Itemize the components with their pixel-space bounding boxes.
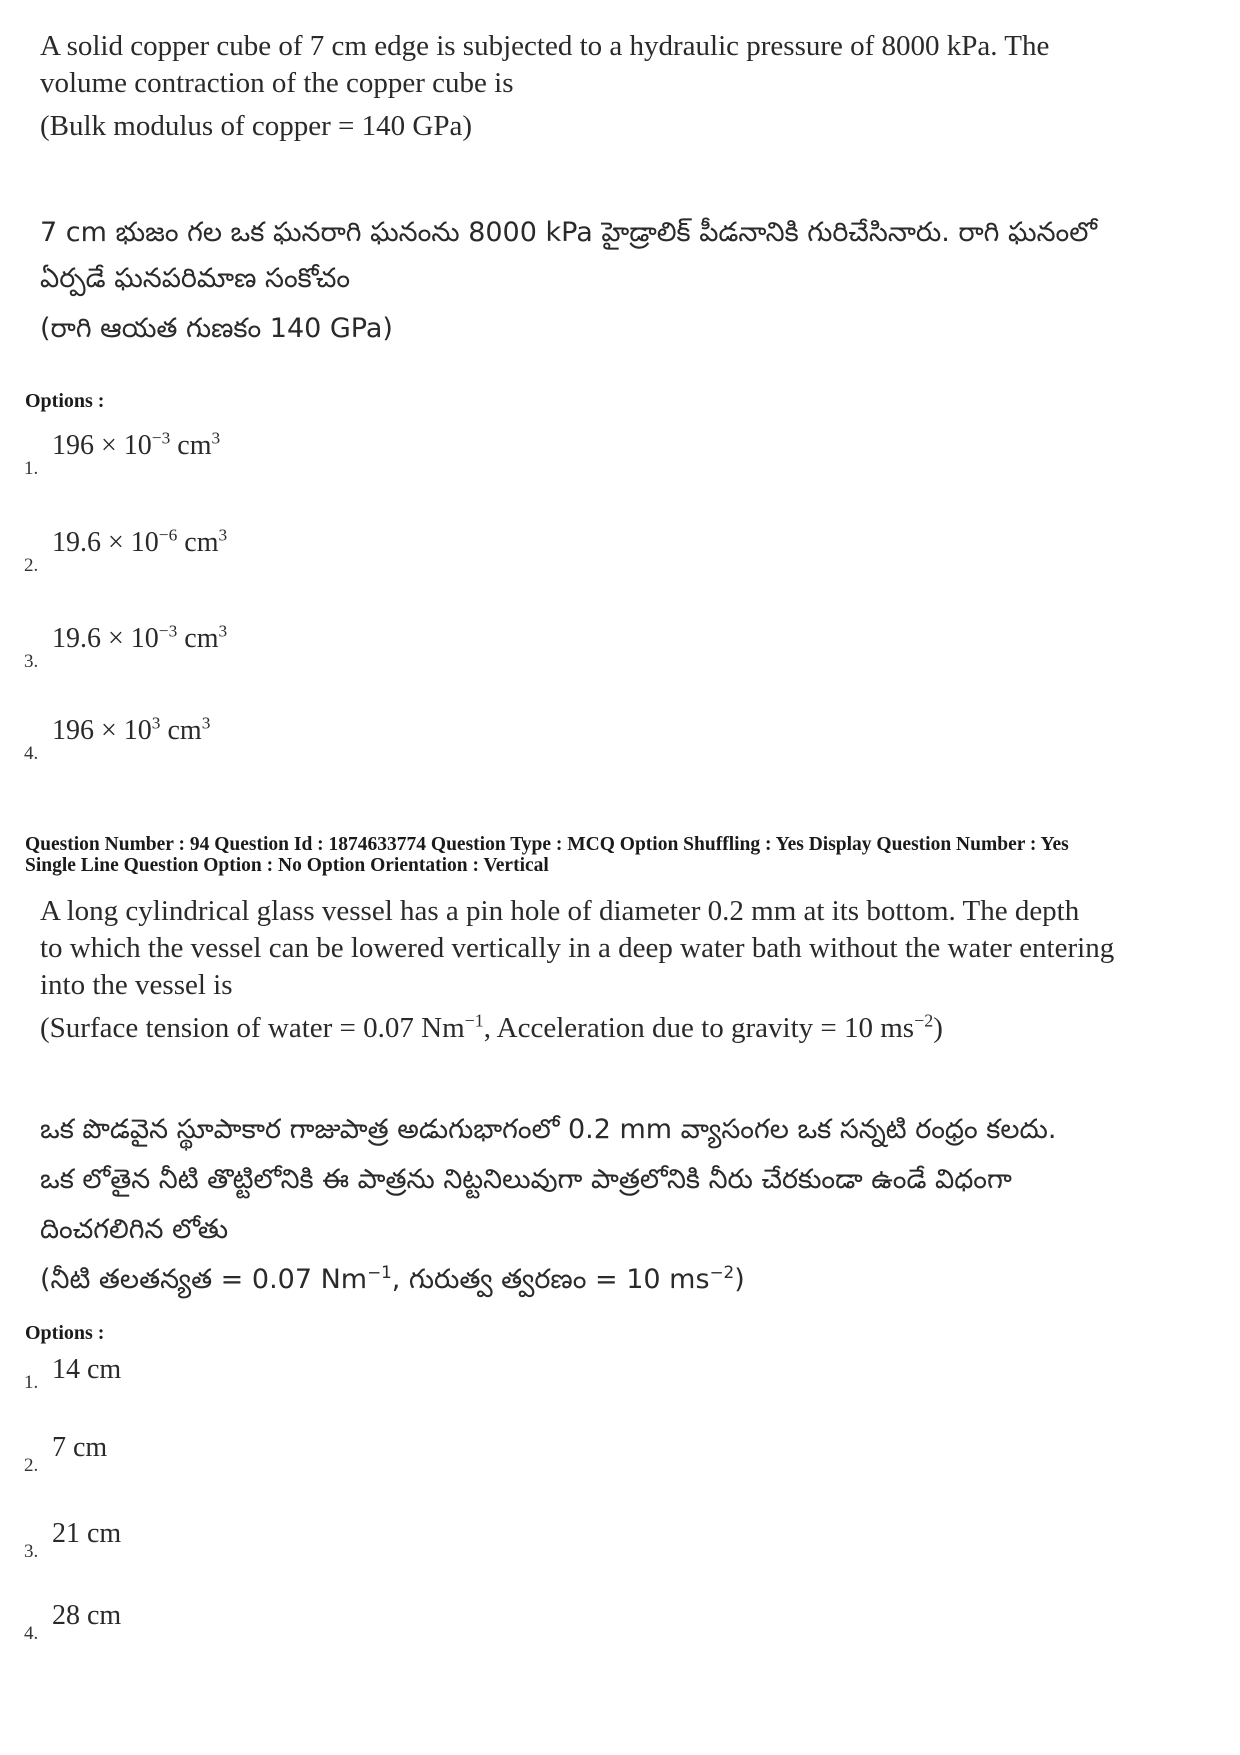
q94-telugu-line: ఒక లోతైన నీటి తొట్టిలోనికి ఈ పాత్రను నిట్టనిలువుగా పాత్రలోనికి నీరు చేరకుండా ఉండే విధంగా	[40, 1164, 1012, 1195]
q94-telugu	[40, 1105, 1160, 1305]
q94-stem-given: (Surface tension of water = 0.07 $Nm^{-1}$, Acceleration due to gravity = 10 $ms^{-2}$)	[40, 1010, 943, 1044]
option-value: 28 cm	[52, 1600, 122, 1631]
option-value: 7 cm	[52, 1432, 108, 1463]
q93-stem	[40, 28, 1160, 145]
q94-telugu-line: దించగలిగిన లోతు	[40, 1214, 229, 1245]
option-number: 2.	[24, 1455, 39, 1476]
q93-stem-line: (Bulk modulus of copper = 140 GPa)	[40, 110, 472, 142]
q94-stem-line: A long cylindrical glass vessel has a pin hole of diameter 0.2 mm at its bottom. The depth	[40, 895, 1080, 927]
q94-telugu-line: ఒక పొడవైన స్థూపాకార గాజుపాత్ర అడుగుభాగంలో 0.2 mm వ్యాసంగల ఒక సన్నటి రంధ్రం కలదు.	[40, 1114, 1057, 1145]
option-number: 1.	[24, 458, 39, 479]
q94-meta	[25, 834, 1225, 876]
q93-stem-line: volume contraction of the copper cube is	[40, 67, 514, 99]
option-number: 1.	[24, 1372, 39, 1393]
option-value: $19.6 \times 10^{-3}$ $cm^3$	[52, 621, 228, 654]
option-number: 3.	[24, 1541, 39, 1562]
q94-options-label: Options :	[25, 1322, 105, 1344]
q94-telugu-given: (నీటి తలతన్యత = 0.07 $Nm^{-1}$, గురుత్వ త్వరణం = 10 $ms^{-2}$)	[40, 1262, 745, 1295]
option-number: 4.	[24, 1623, 39, 1644]
q94-stem	[40, 893, 1160, 1047]
q93-telugu-line: 7 cm భుజం గల ఒక ఘనరాగి ఘనంను 8000 kPa హైడ్రాలిక్ పీడనానికి గురిచేసినారు. రాగి ఘనంలో	[40, 217, 1098, 248]
q93-options-label: Options :	[25, 390, 105, 412]
option-value: 21 cm	[52, 1518, 122, 1549]
q93-telugu-line: (రాగి ఆయత గుణకం 140 GPa)	[40, 313, 393, 344]
q93-stem-line: A solid copper cube of 7 cm edge is subjected to a hydraulic pressure of 8000 kPa. The	[40, 30, 1050, 62]
option-value: $196 \times 10^{-3}$ $cm^3$	[52, 428, 221, 461]
option-number: 3.	[24, 651, 39, 672]
option-value: 14 cm	[52, 1354, 122, 1385]
option-number: 4.	[24, 743, 39, 764]
option-value: $196 \times 10^3$ $cm^3$	[52, 713, 211, 746]
q94-meta-line-1: Question Number : 94 Question Id : 1874633774 Question Type : MCQ Option Shuffling : Yes Display Question Number : Yes	[25, 834, 1069, 855]
q94-meta-line-2: Single Line Question Option : No Option Orientation : Vertical	[25, 855, 549, 876]
option-number: 2.	[24, 555, 39, 576]
q94-stem-line: to which the vessel can be lowered vertically in a deep water bath without the water entering	[40, 932, 1115, 964]
option-value: $19.6 \times 10^{-6}$ $cm^3$	[52, 525, 228, 558]
q93-telugu	[40, 208, 1160, 354]
q94-stem-line: into the vessel is	[40, 969, 233, 1001]
q93-telugu-line: ఏర్పడే ఘనపరిమాణ సంకోచం	[40, 263, 351, 294]
